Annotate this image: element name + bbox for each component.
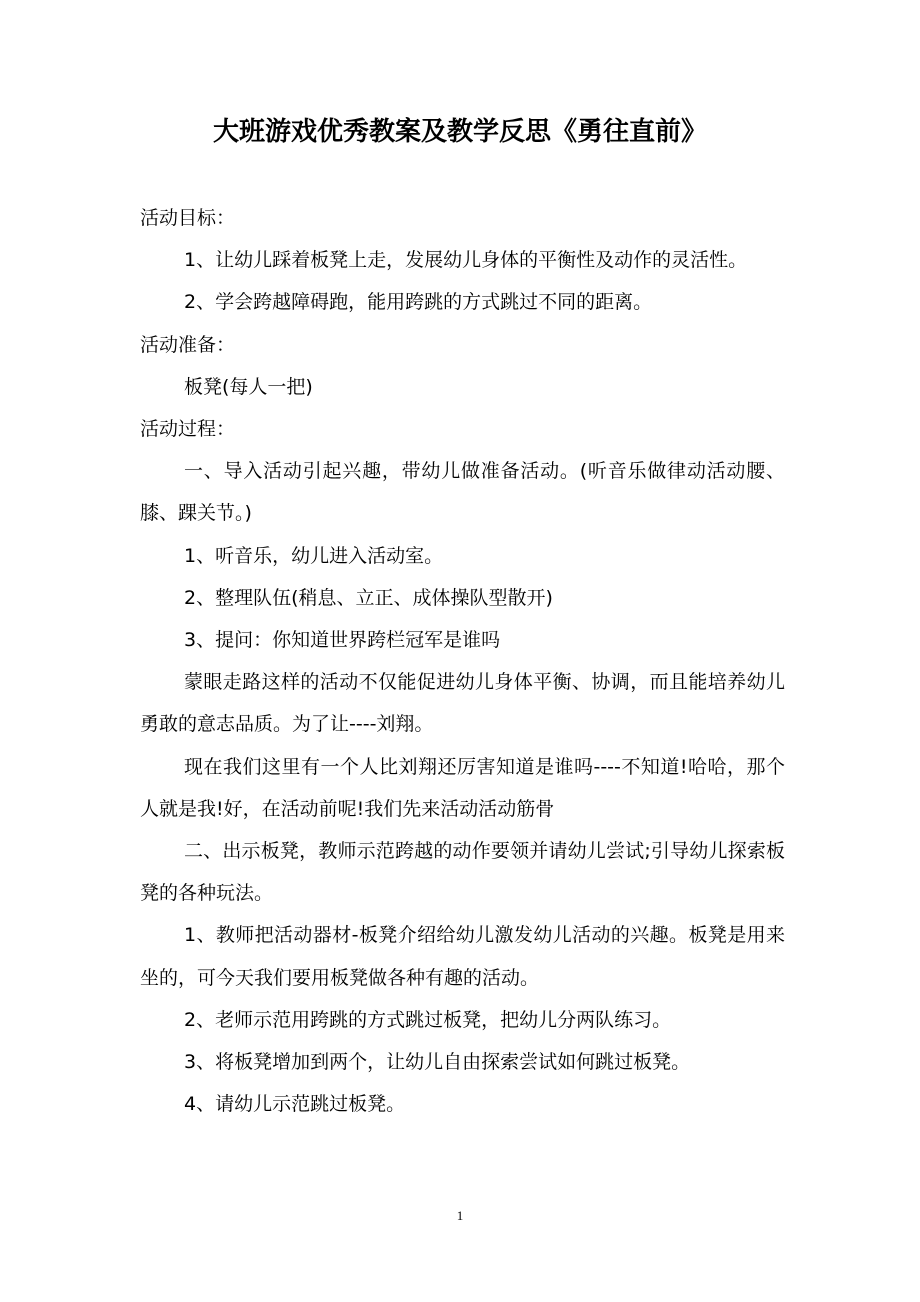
section-heading-preparation: 活动准备： (140, 333, 236, 356)
section-heading-process: 活动过程： (140, 418, 236, 441)
paragraph: 3、提问：你知道世界跨栏冠军是谁吗 (184, 629, 501, 652)
paragraph: 板凳(每人一把) (184, 375, 313, 398)
paragraph: 1、让幼儿踩着板凳上走，发展幼儿身体的平衡性及动作的灵活性。 (184, 249, 748, 272)
paragraph: 1、教师把活动器材-板凳介绍给幼儿激发幼儿活动的兴趣。板凳是用来坐的，可今天我们要用板凳做各种有趣的活动。 (140, 924, 785, 989)
paragraph: 现在我们这里有一个人比刘翔还厉害知道是谁吗----不知道!哈哈，那个人就是我!好，在活动前呢!我们先来活动活动筋骨 (140, 755, 785, 820)
paragraph: 3、将板凳增加到两个，让幼儿自由探索尝试如何跳过板凳。 (184, 1051, 691, 1074)
paragraph: 蒙眼走路这样的活动不仅能促进幼儿身体平衡、协调，而且能培养幼儿勇敢的意志品质。为了让----刘翔。 (140, 671, 785, 736)
document-body (140, 197, 785, 1125)
paragraph: 2、学会跨越障碍跑，能用跨跳的方式跳过不同的距离。 (184, 291, 653, 314)
section-heading-goals: 活动目标： (140, 207, 236, 229)
paragraph: 1、听音乐，幼儿进入活动室。 (184, 544, 444, 567)
page-number: 1 (456, 1208, 464, 1223)
page-title: 大班游戏优秀教案及教学反思《勇往直前》 (212, 117, 707, 147)
paragraph: 一、导入活动引起兴趣，带幼儿做准备活动。(听音乐做律动活动腰、膝、踝关节。) (140, 460, 785, 525)
paragraph: 2、整理队伍(稍息、立正、成体操队型散开) (184, 586, 553, 609)
paragraph: 二、出示板凳，教师示范跨越的动作要领并请幼儿尝试;引导幼儿探索板凳的各种玩法。 (140, 840, 785, 905)
paragraph: 2、老师示范用跨跳的方式跳过板凳，把幼儿分两队练习。 (184, 1008, 672, 1031)
paragraph: 4、请幼儿示范跳过板凳。 (184, 1093, 406, 1116)
